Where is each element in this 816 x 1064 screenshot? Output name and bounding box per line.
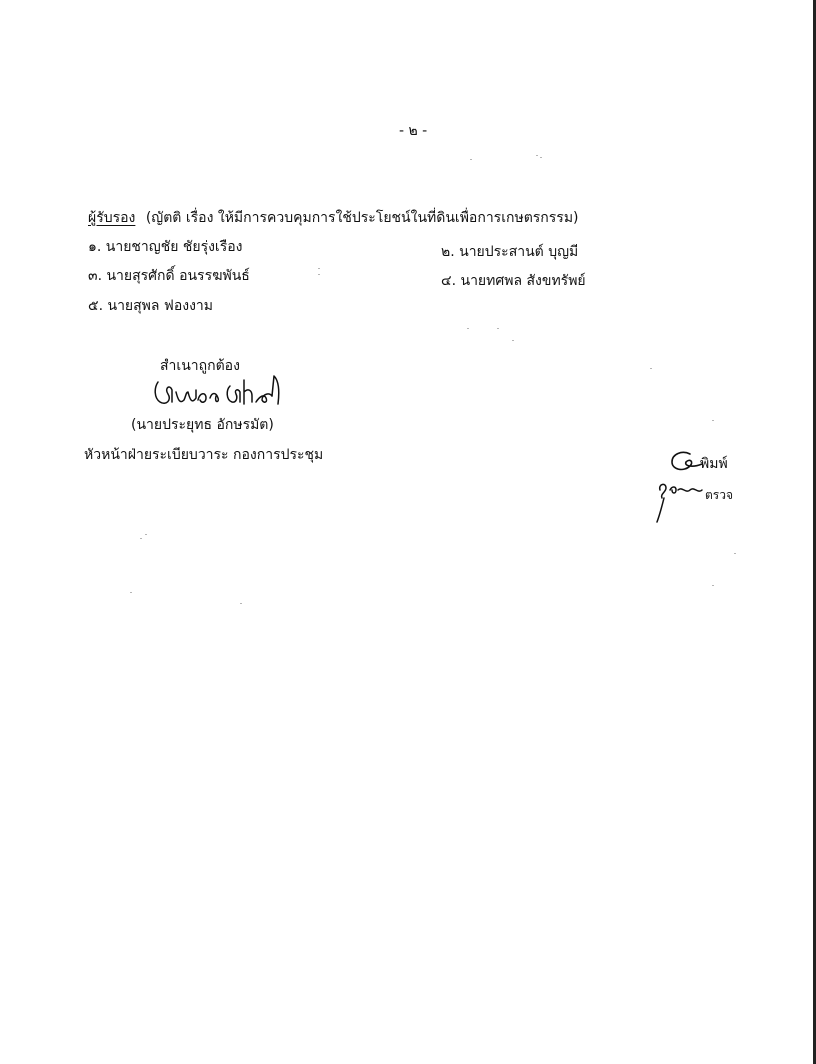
scan-speck bbox=[470, 159, 472, 160]
endorsers-heading: ผู้รับรอง bbox=[88, 210, 136, 226]
scan-speck bbox=[497, 328, 499, 329]
endorser-4: ๔. นายทศพล สังขทรัพย์ bbox=[441, 273, 586, 289]
scan-speck bbox=[512, 340, 514, 341]
certified-copy-label: สำเนาถูกต้อง bbox=[160, 358, 240, 374]
motion-title: (ญัตติ เรื่อง ให้มีการควบคุมการใช้ประโยชน์ในที่ดินเพื่อการเกษตรกรรม) bbox=[145, 210, 579, 226]
scan-speck bbox=[467, 328, 469, 329]
page-number: - ๒ - bbox=[399, 123, 428, 139]
typed-mark: พิมพ์ bbox=[700, 456, 728, 472]
checked-mark: ตรวจ bbox=[705, 488, 734, 502]
scan-speck bbox=[240, 603, 242, 604]
endorser-1: ๑. นายชาญชัย ชัยรุ่งเรือง bbox=[88, 239, 243, 255]
scan-speck bbox=[712, 585, 714, 586]
scan-speck bbox=[145, 534, 147, 535]
scan-speck bbox=[712, 420, 714, 421]
scan-speck bbox=[318, 268, 320, 269]
endorser-3: ๓. นายสุรศักดิ์ อนรรฆพันธ์ bbox=[88, 268, 250, 284]
endorser-2: ๒. นายประสานต์ บุญมี bbox=[441, 244, 579, 260]
certifier-signature bbox=[150, 370, 290, 412]
certifier-position: หัวหน้าฝ่ายระเบียบวาระ กองการประชุม bbox=[84, 447, 324, 463]
certifier-name: (นายประยุทธ อักษรมัต) bbox=[131, 417, 274, 433]
endorser-5: ๕. นายสุพล ฟองงาม bbox=[88, 298, 214, 314]
checker-initial bbox=[652, 476, 708, 524]
scan-speck bbox=[536, 155, 538, 156]
scan-speck bbox=[318, 274, 320, 275]
scan-speck bbox=[130, 592, 132, 593]
scan-speck bbox=[650, 368, 652, 369]
scan-speck bbox=[140, 538, 142, 539]
endorsers-heading-line bbox=[88, 209, 579, 227]
scan-speck bbox=[734, 553, 736, 554]
scan-speck bbox=[540, 157, 542, 158]
